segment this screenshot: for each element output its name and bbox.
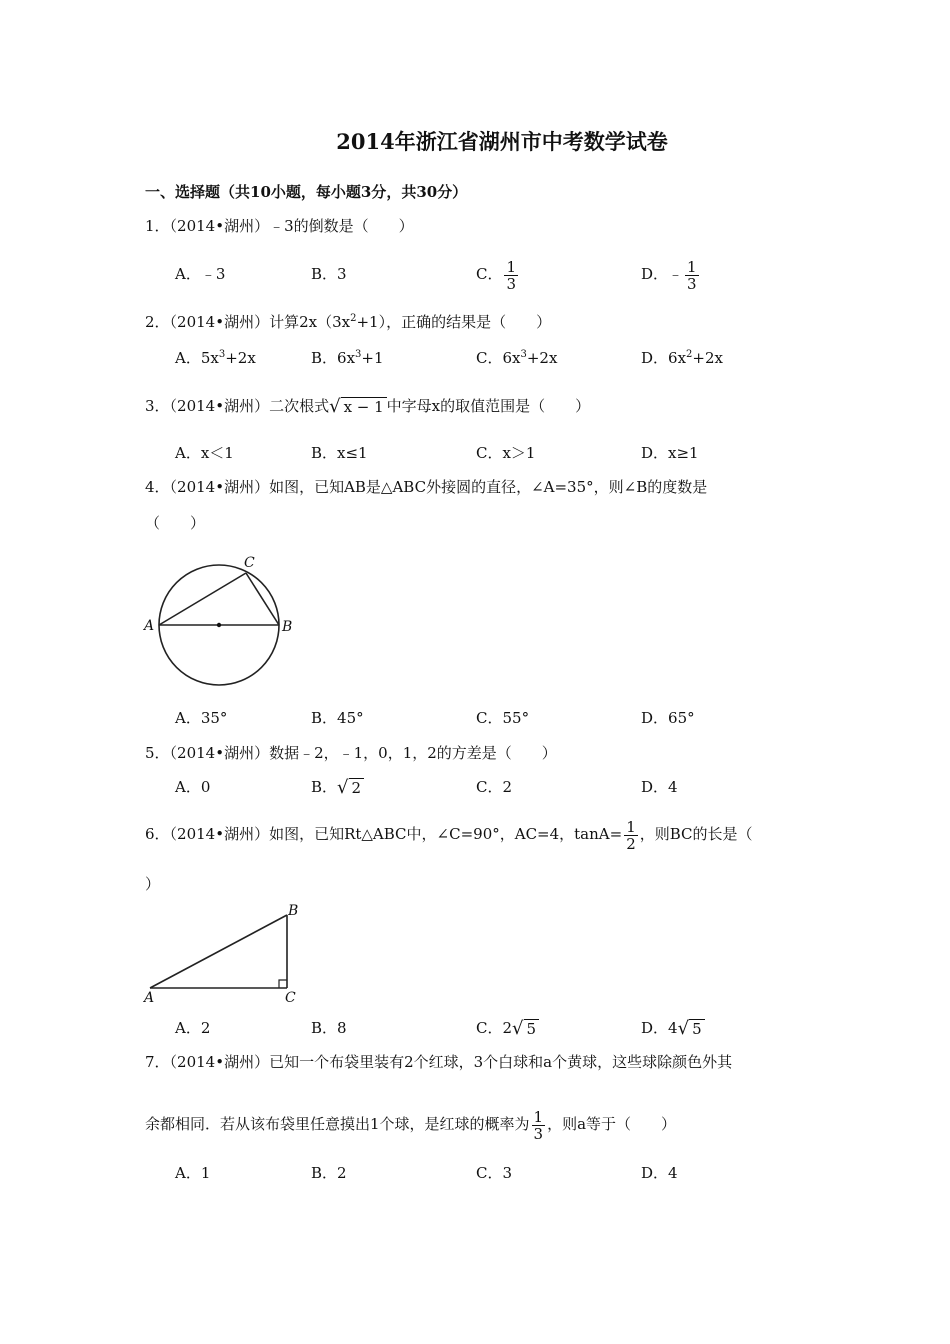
question-6-paren-close: ） bbox=[145, 875, 161, 893]
q1-option-a: A．﹣3 bbox=[175, 265, 226, 283]
section-heading: 一、选择题（共10小题，每小题3分，共30分） bbox=[145, 183, 468, 201]
q7-option-c: C．3 bbox=[476, 1164, 513, 1182]
label-a: A bbox=[144, 618, 155, 634]
square-root: √ x − 1 bbox=[329, 395, 387, 419]
q4-option-d: D．65° bbox=[641, 709, 695, 727]
q4-option-c: C．55° bbox=[476, 709, 530, 727]
q3-option-d: D．x≥1 bbox=[641, 444, 699, 462]
q1-option-d: D．﹣ $\frac{1}{3}$ bbox=[641, 257, 697, 293]
segment-ac bbox=[159, 573, 246, 625]
q7-option-b: B．2 bbox=[311, 1164, 347, 1182]
center-point bbox=[217, 623, 221, 627]
question-2-stem: 2．（2014•湖州）计算$2x(3x^2+1)$，正确的结果是（ ） bbox=[145, 313, 552, 331]
page-title: 2014年浙江省湖州市中考数学试卷 bbox=[336, 129, 668, 154]
q3-option-c: C．x＞1 bbox=[476, 444, 536, 462]
segment-ab bbox=[150, 915, 287, 988]
question-6-stem: 6．（2014•湖州）如图，已知Rt△ABC中，∠C=90°，AC=4，tanA= $\frac{1}{2}$ ，则BC的长是（ bbox=[145, 817, 753, 853]
question-4-stem: 4．（2014•湖州）如图，已知AB是△ABC外接圆的直径，∠A=35°，则∠B的度数是 bbox=[145, 478, 708, 496]
question-3-stem: 3．（2014•湖州）二次根式√ x − 1 中字母x的取值范围是（ ） bbox=[145, 396, 591, 417]
label-c: C bbox=[244, 555, 255, 571]
q5-option-c: C．2 bbox=[476, 778, 513, 796]
square-root: √ 5 bbox=[512, 1017, 539, 1041]
label-b: B bbox=[282, 619, 293, 635]
q5-option-b: B．√ 2 bbox=[311, 775, 364, 800]
square-root: √ 5 bbox=[678, 1017, 705, 1041]
question-1-stem: 1．（2014•湖州）﹣3的倒数是（ ） bbox=[145, 217, 414, 235]
q2-option-a: A．$5x^3+2x$ bbox=[175, 349, 256, 367]
question-7-stem-line2: 余都相同．若从该布袋里任意摸出1个球，是红球的概率为 $\frac{1}{3}$ ，则a等于（ ） bbox=[145, 1107, 677, 1143]
segment-cb bbox=[246, 573, 279, 625]
q6-option-b: B．8 bbox=[311, 1019, 347, 1037]
fraction: $\frac{1}{2}$ bbox=[626, 817, 636, 853]
fraction: $\frac{1}{3}$ bbox=[506, 257, 517, 293]
q6-option-d: D．4√ 5 bbox=[641, 1016, 705, 1041]
q1-option-c: C． $\frac{1}{3}$ bbox=[476, 257, 517, 293]
q6-option-c: C．2√ 5 bbox=[476, 1016, 539, 1041]
question-5-stem: 5．（2014•湖州）数据﹣2，﹣1，0，1，2的方差是（ ） bbox=[145, 744, 557, 762]
q5-option-a: A．0 bbox=[175, 778, 211, 796]
q1-option-b: B．3 bbox=[311, 265, 347, 283]
right-angle-mark bbox=[279, 980, 287, 988]
q3-option-b: B．x≤1 bbox=[311, 444, 368, 462]
q3-option-a: A．x＜1 bbox=[175, 444, 234, 462]
question-7-stem-line1: 7．（2014•湖州）已知一个布袋里装有2个红球，3个白球和a个黄球，这些球除颜色外其 bbox=[145, 1053, 733, 1071]
q2-option-b: B．$6x^3+1$ bbox=[311, 349, 384, 367]
label-c: C bbox=[285, 990, 296, 1006]
label-b: B bbox=[288, 903, 299, 919]
fraction: $\frac{1}{3}$ bbox=[533, 1107, 544, 1143]
q7-option-a: A．1 bbox=[175, 1164, 211, 1182]
fraction: $\frac{1}{3}$ bbox=[687, 257, 697, 293]
q2-option-d: D．$6x^2+2x$ bbox=[641, 349, 723, 367]
label-a: A bbox=[144, 990, 155, 1006]
q4-option-b: B．45° bbox=[311, 709, 364, 727]
question-4-paren: （ ） bbox=[145, 514, 206, 532]
q6-option-a: A．2 bbox=[175, 1019, 211, 1037]
q6-triangle-figure bbox=[140, 900, 310, 1010]
square-root: √ 2 bbox=[337, 776, 364, 800]
q4-circle-figure bbox=[140, 548, 300, 693]
q4-option-a: A．35° bbox=[175, 709, 228, 727]
q7-option-d: D．4 bbox=[641, 1164, 678, 1182]
q5-option-d: D．4 bbox=[641, 778, 678, 796]
q2-option-c: C．$6x^3+2x$ bbox=[476, 349, 558, 367]
